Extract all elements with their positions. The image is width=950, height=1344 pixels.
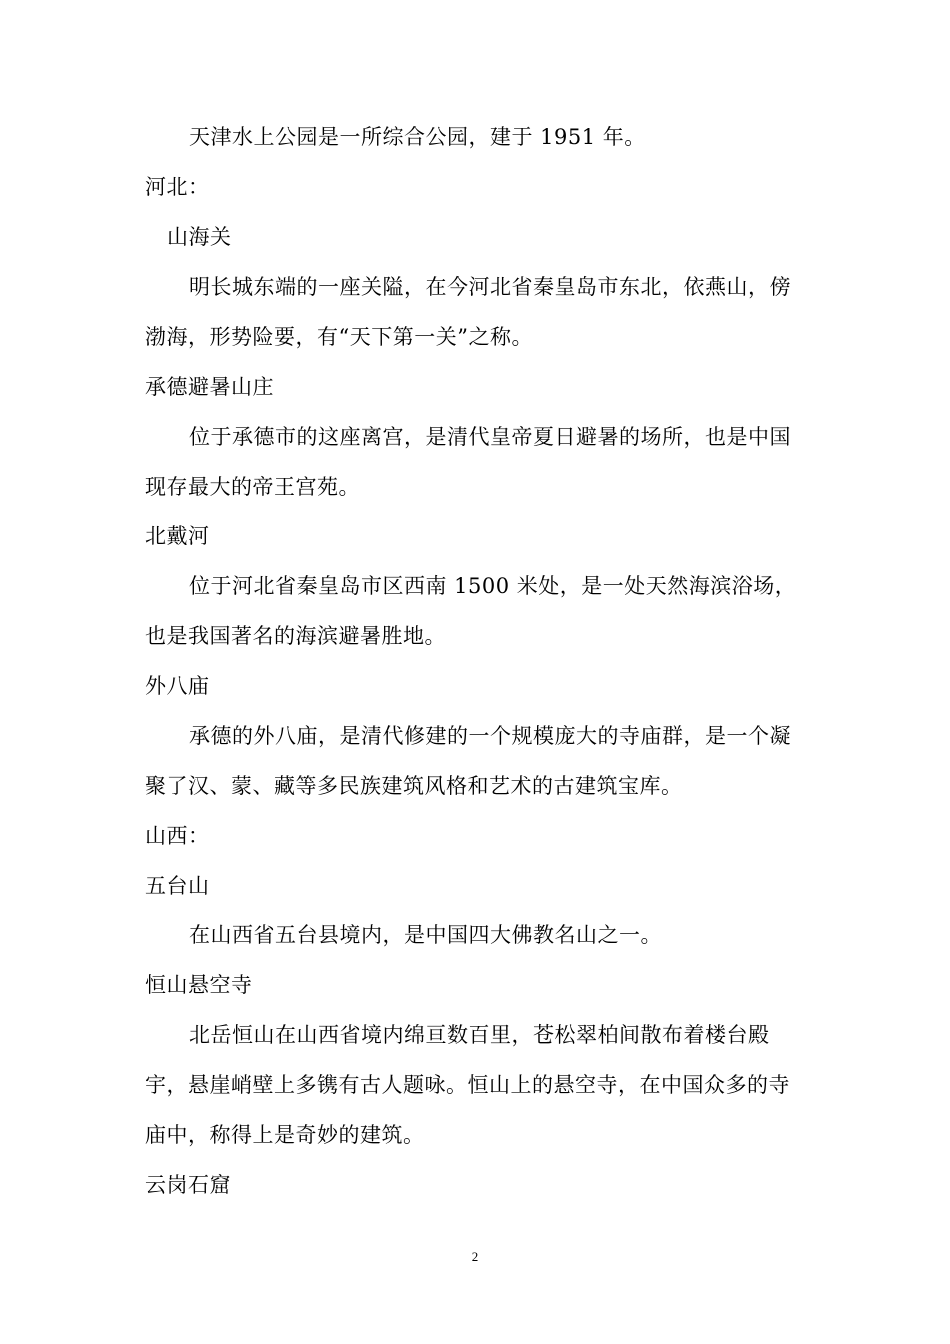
text-line: 位于承德市的这座离宫，是清代皇帝夏日避暑的场所，也是中国 [189,425,791,449]
text-line: 现存最大的帝王宫苑。 [145,475,360,499]
section-heading-hebei: 河北： [145,175,210,199]
place-heading: 北戴河 [145,524,210,548]
place-heading: 山海关 [167,225,232,249]
text-line: 位于河北省秦皇岛市区西南 1500 米处，是一处天然海滨浴场， [189,574,797,598]
text-line: 承德的外八庙，是清代修建的一个规模庞大的寺庙群，是一个凝 [189,724,791,748]
place-heading: 恒山悬空寺 [145,973,253,997]
section-heading-shanxi: 山西： [145,824,210,848]
place-heading: 承德避暑山庄 [145,375,274,399]
text-line: 庙中，称得上是奇妙的建筑。 [145,1123,425,1147]
page-number: 2 [471,1249,479,1264]
place-heading: 五台山 [145,874,210,898]
text-line: 明长城东端的一座关隘，在今河北省秦皇岛市东北，依燕山，傍 [189,275,791,299]
text-line: 聚了汉、蒙、藏等多民族建筑风格和艺术的古建筑宝库。 [145,774,683,798]
text-line: 宇，悬崖峭壁上多镌有古人题咏。恒山上的悬空寺，在中国众多的寺 [145,1073,790,1097]
text-line: 北岳恒山在山西省境内绵亘数百里，苍松翠柏间散布着楼台殿 [189,1023,770,1047]
text-line: 天津水上公园是一所综合公园，建于 1951 年。 [189,125,646,149]
text-line: 在山西省五台县境内，是中国四大佛教名山之一。 [189,923,662,947]
place-heading: 云岗石窟 [145,1173,231,1197]
text-line: 也是我国著名的海滨避暑胜地。 [145,624,446,648]
place-heading: 外八庙 [145,674,210,698]
text-line: 渤海，形势险要，有“天下第一关”之称。 [145,325,533,349]
